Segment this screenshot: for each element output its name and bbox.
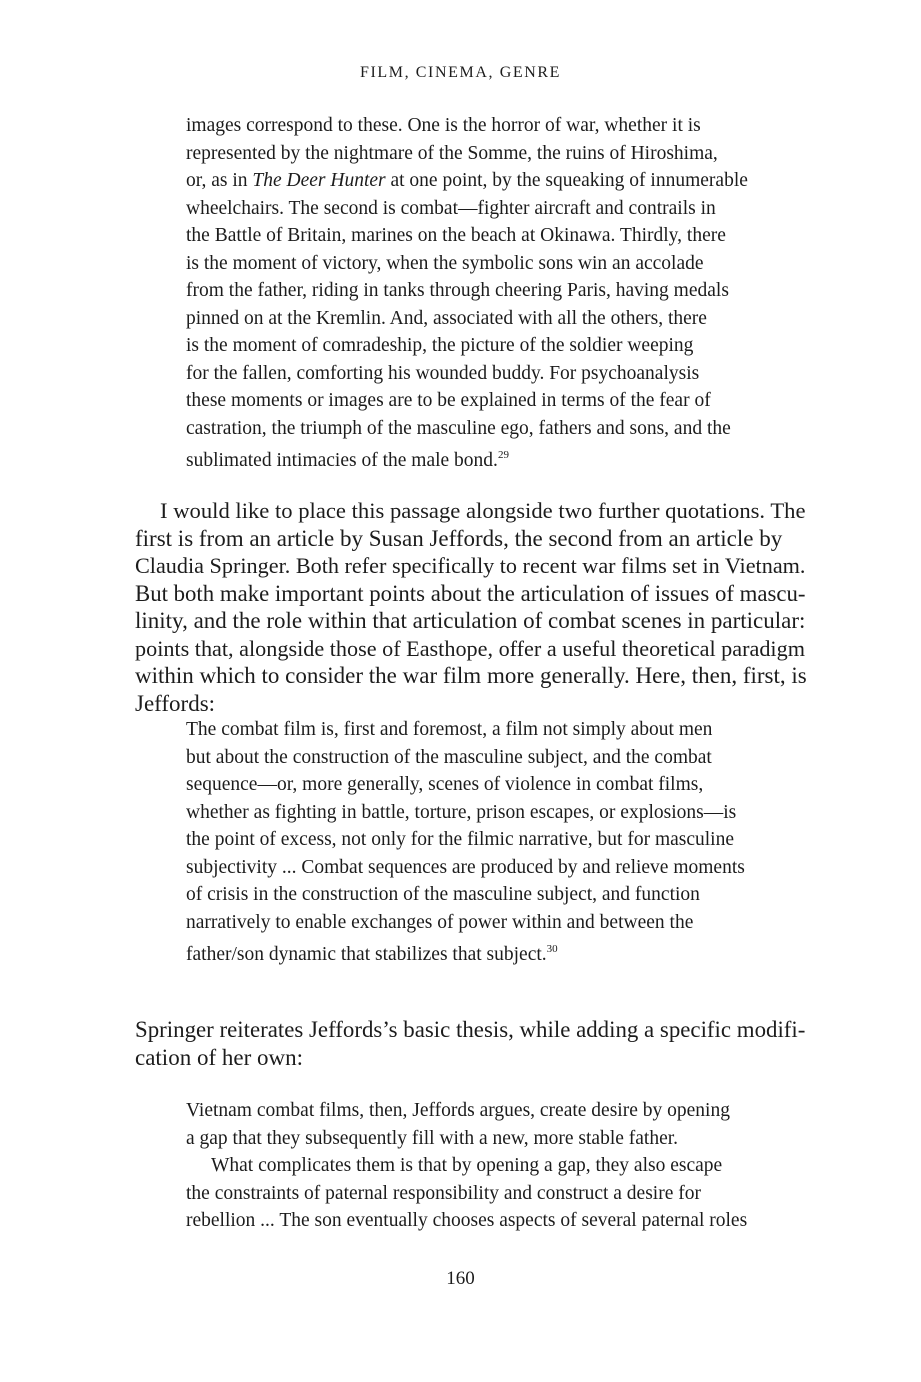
text-fragment: at one point, by the squeaking of innumerable <box>390 170 748 191</box>
text-line: represented by the nightmare of the Somme, the ruins of Hiroshima, <box>186 142 718 164</box>
footnote-ref[interactable]: 29 <box>497 449 509 461</box>
text-line: a gap that they subsequently fill with a new, more stable father. <box>186 1127 679 1149</box>
text-line: sequence—or, more generally, scenes of violence in combat films, <box>186 774 704 795</box>
text-line: of crisis in the construction of the masculine subject, and function <box>186 884 700 905</box>
text-line <box>186 167 761 195</box>
text-line: is the moment of comradeship, the picture of the soldier weeping <box>186 335 694 356</box>
text-line: What complicates them is that by opening a gap, they also escape <box>211 1155 723 1176</box>
text-line: first is from an article by Susan Jeffords, the second from an article by <box>135 525 783 551</box>
text-line: The combat film is, first and foremost, a film not simply about men <box>186 719 713 740</box>
text-line <box>186 936 761 964</box>
text-line: Springer reiterates Jeffords’s basic thesis, while adding a specific modifi- <box>135 1017 806 1042</box>
text-line: subjectivity ... Combat sequences are produced by and relieve moments <box>186 856 745 878</box>
text-line: the constraints of paternal responsibility and construct a desire for <box>186 1182 701 1204</box>
text-line: I would like to place this passage alongside two further quotations. The <box>160 498 806 523</box>
text-line <box>186 442 761 470</box>
text-line: these moments or images are to be explained in terms of the fear of <box>186 390 711 411</box>
text-line: Vietnam combat films, then, Jeffords argues, create desire by opening <box>186 1100 730 1121</box>
text-fragment: sublimated intimacies of the male bond. <box>186 450 498 471</box>
film-title: The Deer Hunter <box>252 170 386 191</box>
text-line: Claudia Springer. Both refer specifically to recent war films set in Vietnam. <box>135 553 806 578</box>
block-quote-easthope <box>186 112 761 470</box>
text-line: pinned on at the Kremlin. And, associated with all the others, there <box>186 307 707 329</box>
text-line: the Battle of Britain, marines on the beach at Okinawa. Thirdly, there <box>186 225 726 246</box>
text-line: images correspond to these. One is the horror of war, whether it is <box>186 115 701 136</box>
text-line: but about the construction of the masculine subject, and the combat <box>186 746 712 768</box>
footnote-ref[interactable]: 30 <box>546 943 558 955</box>
text-line: whether as fighting in battle, torture, prison escapes, or explosions—is <box>186 801 737 823</box>
text-line: Jeffords: <box>135 690 216 716</box>
text-line: castration, the triumph of the masculine ego, fathers and sons, and the <box>186 417 731 439</box>
text-line: is the moment of victory, when the symbolic sons win an accolade <box>186 252 704 274</box>
text-line: points that, alongside those of Easthope, offer a useful theoretical paradigm <box>135 635 805 661</box>
body-paragraph <box>135 497 809 717</box>
text-fragment: father/son dynamic that stabilizes that subject. <box>186 944 547 965</box>
text-line: cation of her own: <box>135 1044 303 1070</box>
text-line: wheelchairs. The second is combat—fighter aircraft and contrails in <box>186 197 716 219</box>
page-number: 160 <box>446 1268 475 1289</box>
running-header: FILM, CINEMA, GENRE <box>359 64 562 81</box>
text-line: within which to consider the war film more generally. Here, then, first, is <box>135 663 807 688</box>
block-quote-springer <box>186 1097 761 1235</box>
text-line: narratively to enable exchanges of power within and between the <box>186 911 694 933</box>
text-line: linity, and the role within that articulation of combat scenes in particular: <box>135 608 806 633</box>
text-line: But both make important points about the articulation of issues of mascu- <box>135 580 806 606</box>
text-line: rebellion ... The son eventually chooses aspects of several paternal roles <box>186 1210 748 1231</box>
text-fragment: or, as in <box>186 170 253 191</box>
text-line: the point of excess, not only for the filmic narrative, but for masculine <box>186 829 735 850</box>
block-quote-jeffords <box>186 716 761 964</box>
text-line: from the father, riding in tanks through cheering Paris, having medals <box>186 280 729 301</box>
body-paragraph <box>135 1016 809 1071</box>
text-line: for the fallen, comforting his wounded buddy. For psychoanalysis <box>186 362 700 384</box>
